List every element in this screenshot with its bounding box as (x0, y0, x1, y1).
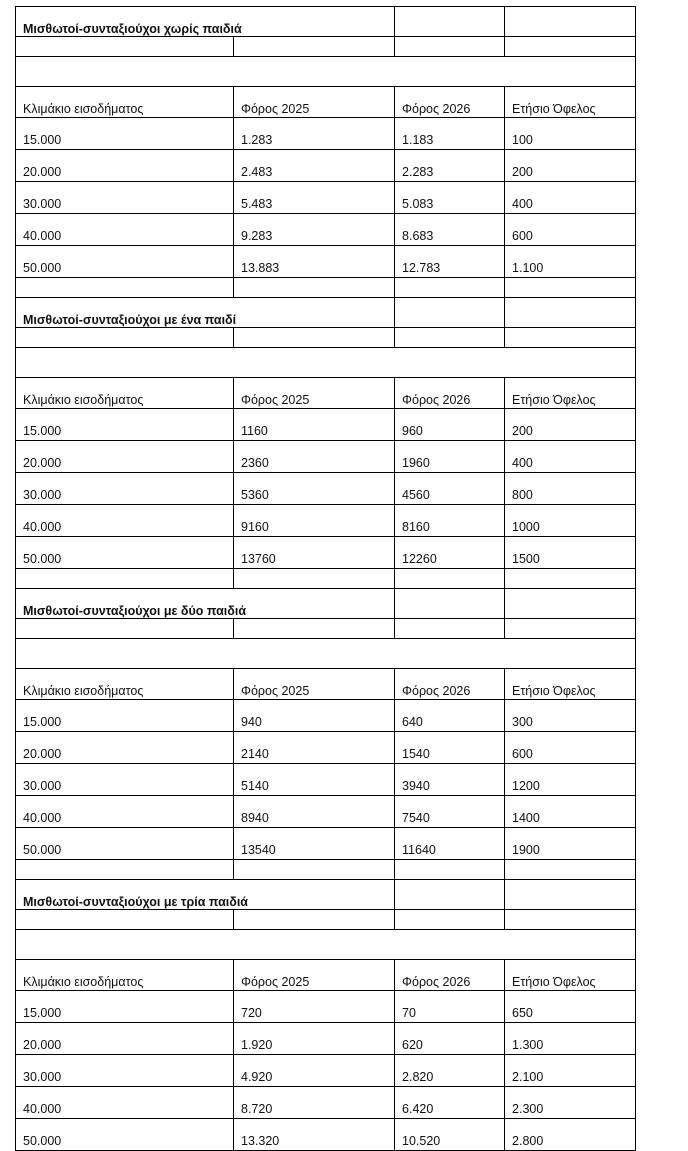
empty-cell (505, 880, 636, 910)
cell: 9.283 (234, 214, 395, 246)
column-header-benefit: Ετήσιο Όφελος (505, 960, 636, 991)
empty-cell (395, 7, 505, 37)
cell: 8160 (395, 505, 505, 537)
cell: 1.300 (505, 1023, 636, 1055)
cell: 600 (505, 214, 636, 246)
cell: 2.820 (395, 1055, 505, 1087)
cell: 30.000 (16, 764, 234, 796)
column-header-tax-2025: Φόρος 2025 (234, 669, 395, 700)
cell: 1.920 (234, 1023, 395, 1055)
cell: 300 (505, 700, 636, 732)
cell: 8.720 (234, 1087, 395, 1119)
empty-cell (505, 7, 636, 37)
cell: 50.000 (16, 828, 234, 860)
table-row (16, 441, 636, 473)
table-row (16, 537, 636, 569)
cell: 2.100 (505, 1055, 636, 1087)
cell: 1200 (505, 764, 636, 796)
cell: 650 (505, 991, 636, 1023)
spacer-row (16, 278, 636, 298)
cell: 15.000 (16, 700, 234, 732)
cell: 5140 (234, 764, 395, 796)
table-row (16, 991, 636, 1023)
cell: 400 (505, 182, 636, 214)
column-header-tax-2025: Φόρος 2025 (234, 87, 395, 118)
column-header-income: Κλιμάκιο εισοδήματος (16, 378, 234, 409)
table-row (16, 118, 636, 150)
cell: 20.000 (16, 150, 234, 182)
cell: 13.883 (234, 246, 395, 278)
cell: 100 (505, 118, 636, 150)
cell: 1.183 (395, 118, 505, 150)
section-title: Μισθωτοί-συνταξιούχοι με τρία παιδιά (16, 880, 395, 910)
cell: 30.000 (16, 473, 234, 505)
header-row (16, 87, 636, 118)
table-row (16, 409, 636, 441)
cell: 640 (395, 700, 505, 732)
cell: 40.000 (16, 214, 234, 246)
empty-cell (395, 880, 505, 910)
blank-row (16, 930, 636, 960)
column-header-income: Κλιμάκιο εισοδήματος (16, 87, 234, 118)
column-header-benefit: Ετήσιο Όφελος (505, 669, 636, 700)
column-header-tax-2025: Φόρος 2025 (234, 378, 395, 409)
cell: 5360 (234, 473, 395, 505)
cell: 13.320 (234, 1119, 395, 1151)
column-header-income: Κλιμάκιο εισοδήματος (16, 669, 234, 700)
cell: 70 (395, 991, 505, 1023)
spacer-row (16, 569, 636, 589)
table-row (16, 1119, 636, 1151)
column-header-tax-2026: Φόρος 2026 (395, 669, 505, 700)
cell: 1540 (395, 732, 505, 764)
cell: 1.283 (234, 118, 395, 150)
table-row (16, 796, 636, 828)
column-header-tax-2026: Φόρος 2026 (395, 960, 505, 991)
section-title-row (16, 880, 636, 910)
header-row (16, 669, 636, 700)
cell: 960 (395, 409, 505, 441)
blank-row (16, 57, 636, 87)
cell: 2.800 (505, 1119, 636, 1151)
blank-row (16, 348, 636, 378)
cell: 1960 (395, 441, 505, 473)
cell: 30.000 (16, 182, 234, 214)
cell: 40.000 (16, 1087, 234, 1119)
cell: 13760 (234, 537, 395, 569)
column-header-benefit: Ετήσιο Όφελος (505, 378, 636, 409)
column-header-tax-2026: Φόρος 2026 (395, 87, 505, 118)
table-row (16, 505, 636, 537)
cell: 12.783 (395, 246, 505, 278)
cell: 2.300 (505, 1087, 636, 1119)
empty-cell (505, 589, 636, 619)
cell: 15.000 (16, 991, 234, 1023)
cell: 620 (395, 1023, 505, 1055)
cell: 15.000 (16, 409, 234, 441)
cell: 3940 (395, 764, 505, 796)
table-row (16, 1023, 636, 1055)
cell: 1.100 (505, 246, 636, 278)
table-row (16, 764, 636, 796)
cell: 2140 (234, 732, 395, 764)
table-row (16, 732, 636, 764)
table-row (16, 150, 636, 182)
cell: 10.520 (395, 1119, 505, 1151)
table-row (16, 473, 636, 505)
empty-cell (395, 298, 505, 328)
cell: 40.000 (16, 505, 234, 537)
section-title-row (16, 589, 636, 619)
section-title: Μισθωτοί-συνταξιούχοι χωρίς παιδιά (16, 7, 395, 37)
cell: 40.000 (16, 796, 234, 828)
column-header-income: Κλιμάκιο εισοδήματος (16, 960, 234, 991)
cell: 4.920 (234, 1055, 395, 1087)
cell: 50.000 (16, 1119, 234, 1151)
cell: 2.483 (234, 150, 395, 182)
cell: 13540 (234, 828, 395, 860)
spacer-row (16, 860, 636, 880)
cell: 20.000 (16, 1023, 234, 1055)
table-row (16, 1087, 636, 1119)
spacer-row (16, 910, 636, 930)
cell: 15.000 (16, 118, 234, 150)
column-header-tax-2026: Φόρος 2026 (395, 378, 505, 409)
cell: 400 (505, 441, 636, 473)
section-title-row (16, 7, 636, 37)
cell: 12260 (395, 537, 505, 569)
cell: 940 (234, 700, 395, 732)
cell: 720 (234, 991, 395, 1023)
cell: 4560 (395, 473, 505, 505)
cell: 8940 (234, 796, 395, 828)
cell: 7540 (395, 796, 505, 828)
cell: 2360 (234, 441, 395, 473)
section-title: Μισθωτοί-συνταξιούχοι με δύο παιδιά (16, 589, 395, 619)
cell: 50.000 (16, 537, 234, 569)
cell: 1900 (505, 828, 636, 860)
cell: 200 (505, 409, 636, 441)
blank-row (16, 639, 636, 669)
table-row (16, 246, 636, 278)
cell: 2.283 (395, 150, 505, 182)
cell: 1160 (234, 409, 395, 441)
section-title: Μισθωτοί-συνταξιούχοι με ένα παιδί (16, 298, 395, 328)
cell: 1000 (505, 505, 636, 537)
cell: 1400 (505, 796, 636, 828)
cell: 6.420 (395, 1087, 505, 1119)
cell: 11640 (395, 828, 505, 860)
spacer-row (16, 619, 636, 639)
cell: 600 (505, 732, 636, 764)
header-row (16, 378, 636, 409)
cell: 5.483 (234, 182, 395, 214)
empty-cell (505, 298, 636, 328)
cell: 30.000 (16, 1055, 234, 1087)
empty-cell (395, 589, 505, 619)
spacer-row (16, 37, 636, 57)
column-header-benefit: Ετήσιο Όφελος (505, 87, 636, 118)
cell: 50.000 (16, 246, 234, 278)
table-row (16, 1055, 636, 1087)
cell: 8.683 (395, 214, 505, 246)
table-body (16, 7, 636, 1151)
table-row (16, 700, 636, 732)
cell: 20.000 (16, 732, 234, 764)
header-row (16, 960, 636, 991)
cell: 5.083 (395, 182, 505, 214)
table-row (16, 214, 636, 246)
spacer-row (16, 328, 636, 348)
cell: 800 (505, 473, 636, 505)
cell: 200 (505, 150, 636, 182)
table-row (16, 182, 636, 214)
cell: 20.000 (16, 441, 234, 473)
column-header-tax-2025: Φόρος 2025 (234, 960, 395, 991)
cell: 1500 (505, 537, 636, 569)
cell: 9160 (234, 505, 395, 537)
section-title-row (16, 298, 636, 328)
table-row (16, 828, 636, 860)
tax-benefit-table (15, 6, 636, 1151)
